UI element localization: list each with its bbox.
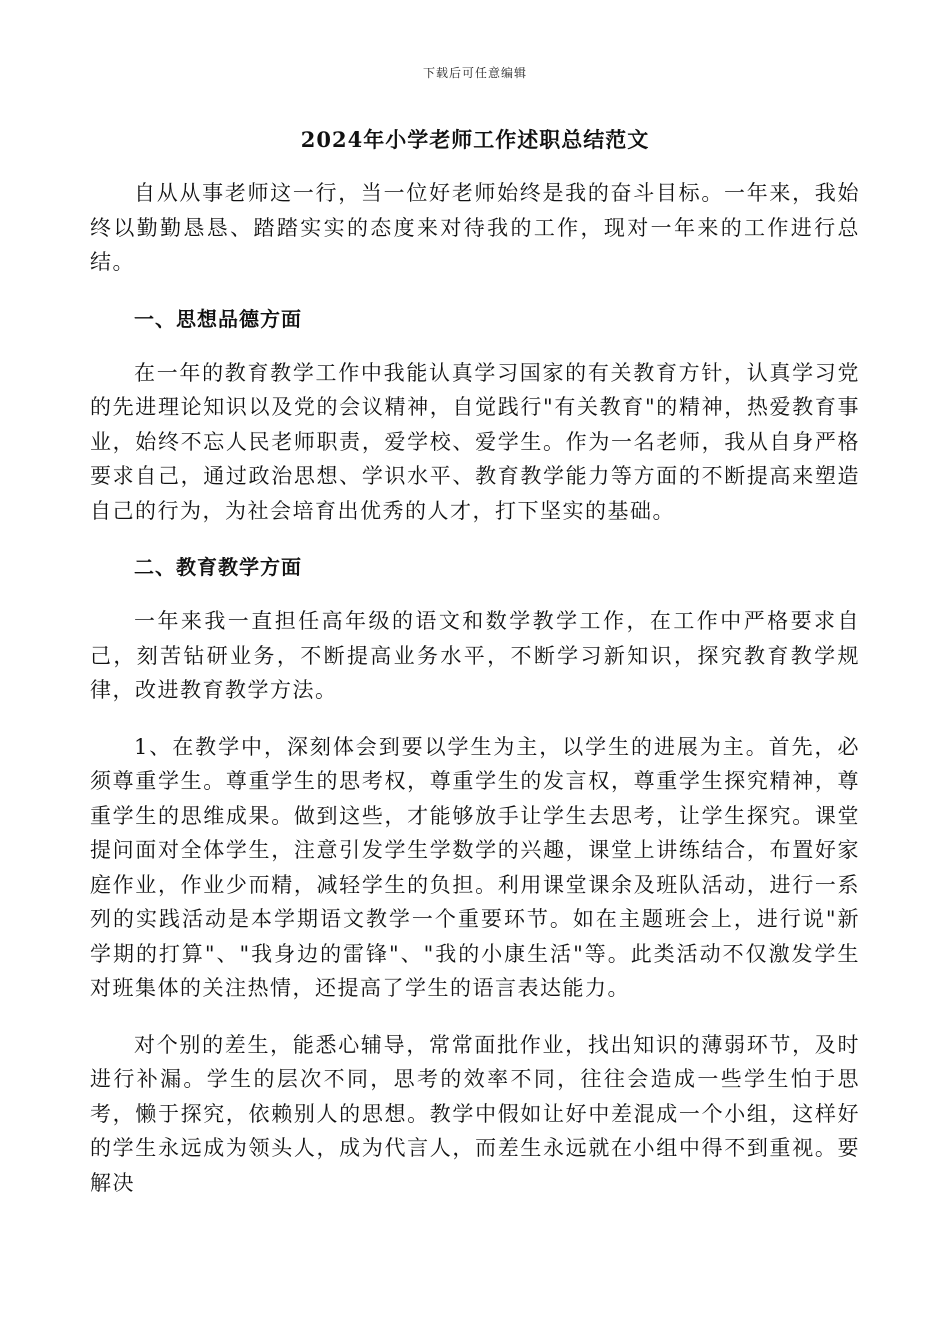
section-paragraph: 1、在教学中，深刻体会到要以学生为主，以学生的进展为主。首先，必须尊重学生。尊重学生的思考权，尊重学生的发言权，尊重学生探究精神，尊重学生的思维成果。做到这些，才能够放手让学生去思考，让学生探究。课堂提问面对全体学生，注意引发学生学数学的兴趣，课堂上讲练结合，布置好家庭作业，作业少而精，减轻学生的负担。利用课堂课余及班队活动，进行一系列的实践活动是本学期语文教学一个重要环节。如在主题班会上，进行说"新学期的打算"、"我身边的雷锋"、"我的小康生活"等。此类活动不仅激发学生对班集体的关注热情，还提高了学生的语言表达能力。 [90,734,860,1000]
intro-paragraph: 自从从事老师这一行，当一位好老师始终是我的奋斗目标。一年来，我始终以勤勤恳恳、踏踏实实的态度来对待我的工作，现对一年来的工作进行总结。 [90,181,860,274]
section-paragraph: 对个别的差生，能悉心辅导，常常面批作业，找出知识的薄弱环节，及时进行补漏。学生的层次不同，思考的效率不同，往往会造成一些学生怕于思考，懒于探究，依赖别人的思想。教学中假如让好中差混成一个小组，这样好的学生永远成为领头人，成为代言人，而差生永远就在小组中得不到重视。要解决 [90,1032,860,1195]
document-body [90,176,860,1200]
section-paragraph: 一年来我一直担任高年级的语文和数学教学工作，在工作中严格要求自己，刻苦钻研业务，不断提高业务水平，不断学习新知识，探究教育教学规律，改进教育教学方法。 [90,609,860,702]
section-heading-moral: 一、思想品德方面 [134,306,302,331]
header-note: 下载后可任意编辑 [422,66,527,80]
document-title: 2024年小学老师工作述职总结范文 [300,127,650,152]
section-heading-teaching: 二、教育教学方面 [134,555,302,579]
section-paragraph: 在一年的教育教学工作中我能认真学习国家的有关教育方针，认真学习党的先进理论知识以及党的会议精神，自觉践行"有关教育"的精神，热爱教育事业，始终不忘人民老师职责，爱学校、爱学生。作为一名老师，我从自身严格要求自己，通过政治思想、学识水平、教育教学能力等方面的不断提高来塑造自己的行为，为社会培育出优秀的人才，打下坚实的基础。 [90,360,860,523]
